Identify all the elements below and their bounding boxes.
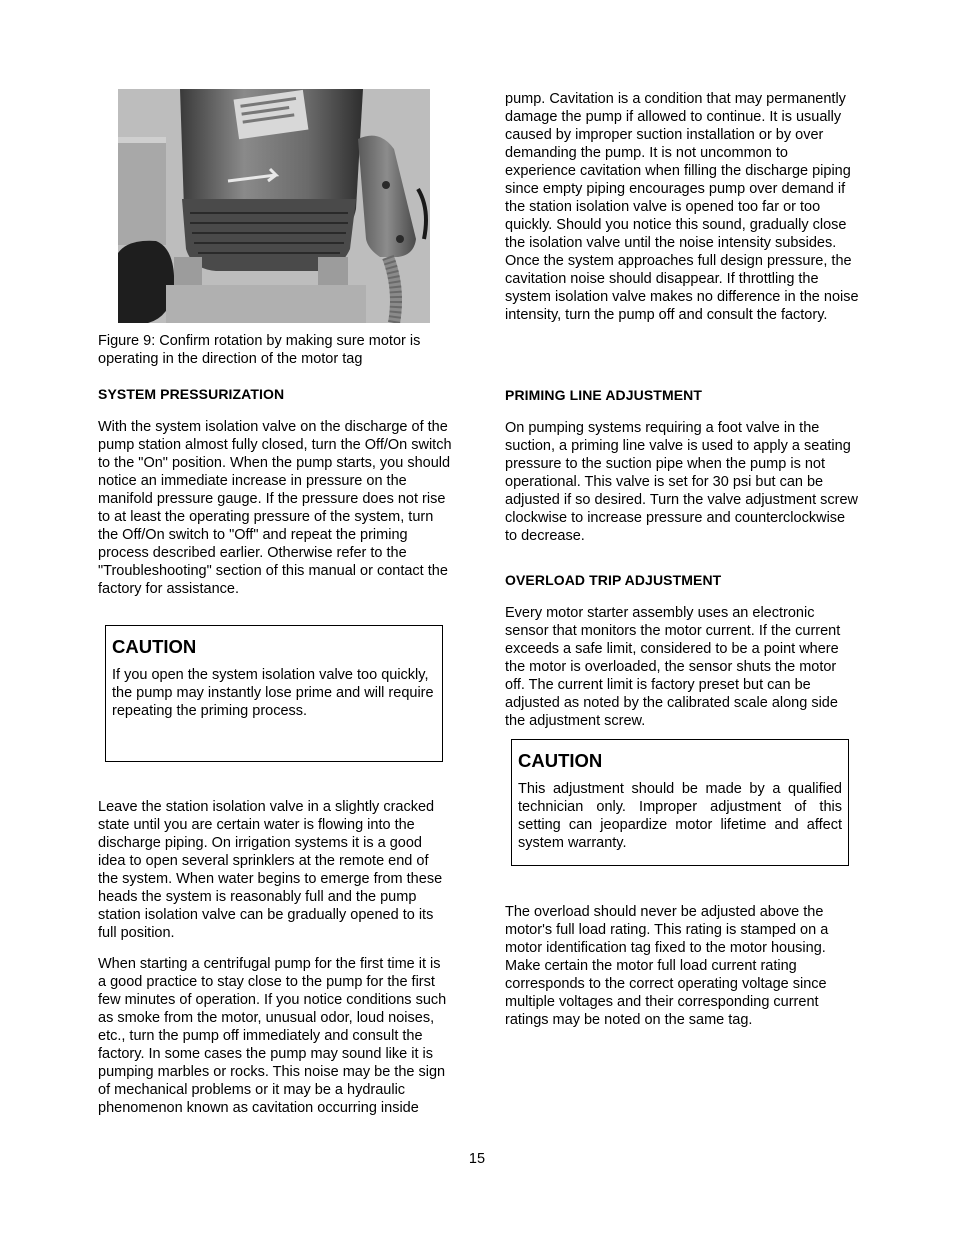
caution-title: CAUTION [518,750,603,771]
page-number: 15 [468,1151,486,1167]
paragraph-starting-pump: When starting a centrifugal pump for the first time it is a good practice to stay close to the pump for the first few minutes of operation. If you notice conditions such as smoke from the motor, unusual odor, loud noises, etc., turn the pump off immediately and consult the factory. In some cases the pump may sound like it is pumping marbles or rocks. This noise may be the sign of mechanical problems or it may be a hydraulic phenomenon known as cavitation occurring inside [98,956,447,1116]
motor-photo [118,89,430,323]
overload-trip-adjustment-body: Every motor starter assembly uses an electronic sensor that monitors the motor current. If the current exceeds a safe limit, considered to be a point where the motor is overloaded, the sensor shuts the motor off. The current limit is factory preset but can be adjusted as noted by the calibrated scale along side the adjustment screw. [505,605,841,729]
caution-text: If you open the system isolation valve too quickly, the pump may instantly lose prime and will require repeating the priming process. [112,667,434,719]
overload-trip-adjustment-heading: OVERLOAD TRIP ADJUSTMENT [505,572,722,588]
system-pressurization-heading: SYSTEM PRESSURIZATION [98,386,285,402]
system-pressurization-body: With the system isolation valve on the discharge of the pump station almost fully closed, turn the Off/On switch to the "On" position. When the pump starts, you should notice an immediate increase in pressure on the manifold pressure gauge. If the pressure does not rise to at least the operating pressure of the system, turn the Off/On switch to "Off" and repeat the priming process described earlier. Otherwise refer to the "Troubleshooting" section of this manual or contact the factory for assistance. [98,419,452,597]
priming-line-adjustment-body: On pumping systems requiring a foot valve in the suction, a priming line valve is used to apply a seating pressure to the suction pipe when the pump is not operational. This valve is set for 30 psi but can be adjusted if so desired. Turn the valve adjustment screw clockwise to increase pressure and counterclockwise to decrease. [505,420,859,544]
caution-box-isolation [105,625,443,762]
motor-illustration [118,89,430,323]
caution-text: This adjustment should be made by a qualified technician only. Improper adjustment of this setting can jeopardize motor lifetime and affect system warranty. [518,781,842,851]
paragraph-leave-valve-cracked: Leave the station isolation valve in a slightly cracked state until you are certain water is flowing into the discharge piping. On irrigation systems it is a good idea to open several sprinklers at the remote end of the system. When water begins to emerge from these heads the system is reasonably full and the pump station isolation valve can be gradually opened to its full position. [98,799,443,941]
caution-title: CAUTION [112,636,197,657]
paragraph-overload-rating: The overload should never be adjusted above the motor's full load rating. This rating is stamped on a motor identification tag fixed to the motor housing. Make certain the motor full load current rating corresponds to the correct operating voltage since multiple voltages and their corresponding current ratings may be noted on the same tag. [505,904,829,1028]
paragraph-cavitation: pump. Cavitation is a condition that may permanently damage the pump if allowed to continue. It is usually caused by improper suction installation or by over demanding the pump. It is not uncommon to experience cavitation when filling the discharge piping since empty piping encourages pump over demand if the station isolation valve is opened too far or too quickly. Should you notice this sound, gradually close the isolation valve until the noise intensity subsides. Once the system approaches full design pressure, the cavitation noise should disappear. If throttling the system isolation valve makes no difference in the noise intensity, turn the pump off and consult the factory. [505,91,859,323]
priming-line-adjustment-heading: PRIMING LINE ADJUSTMENT [505,387,703,403]
caution-box-overload [511,739,849,866]
figure-caption: Figure 9: Confirm rotation by making sure motor is operating in the direction of the motor tag [98,333,421,367]
